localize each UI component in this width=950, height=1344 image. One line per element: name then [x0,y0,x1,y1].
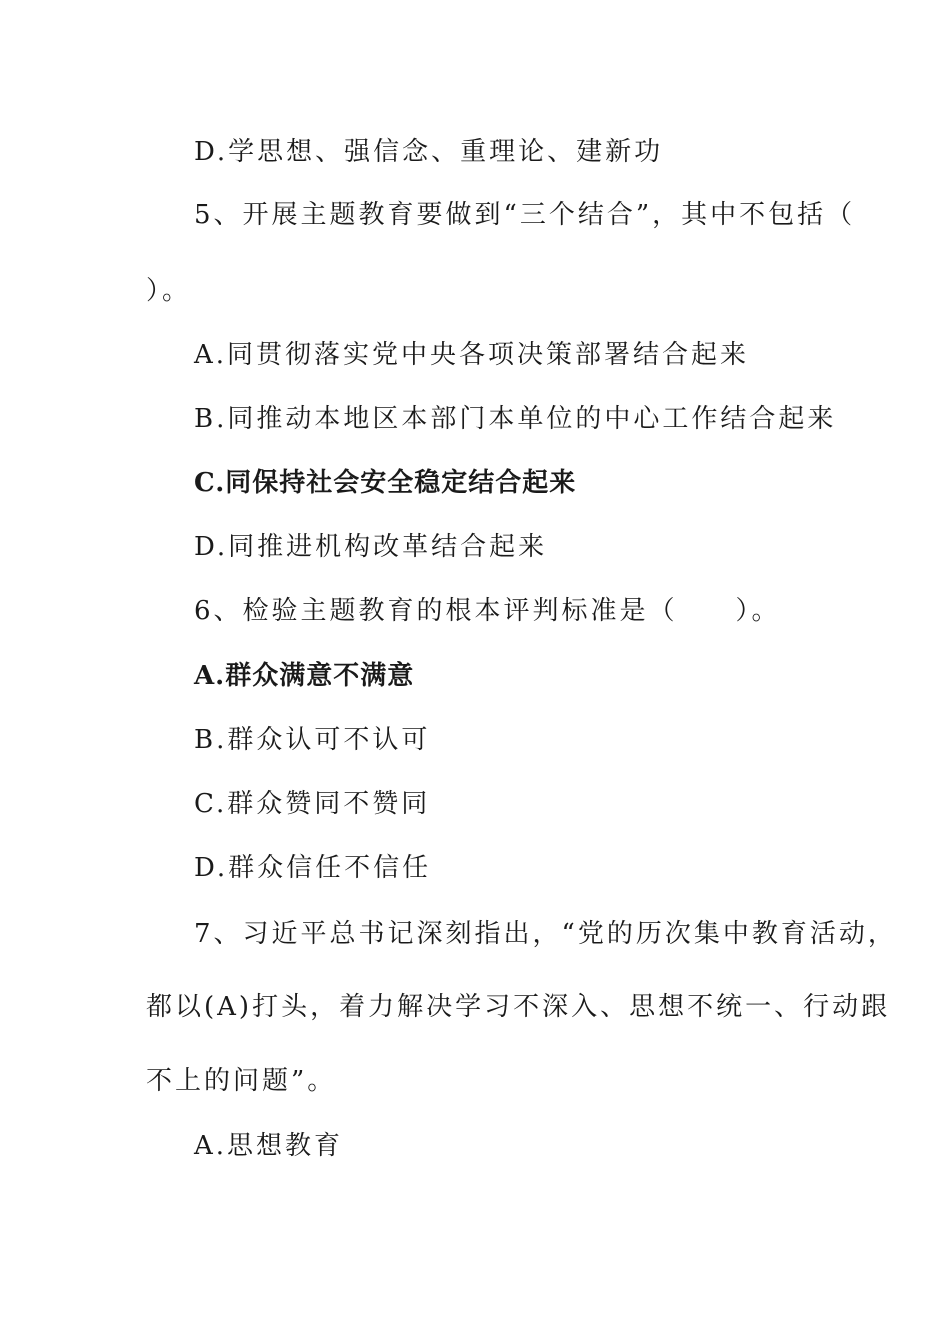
q6-option-d: D.群众信任不信任 [194,853,432,883]
q5-question-line-1: 5、开展主题教育要做到“三个结合”，其中不包括（ [194,200,856,230]
q7-option-a: A.思想教育 [194,1131,344,1161]
q6-question: 6、检验主题教育的根本评判标准是（ ）。 [194,596,781,626]
q5-option-a: A.同贯彻落实党中央各项决策部署结合起来 [194,340,750,370]
q6-option-a-answer: A.群众满意不满意 [194,661,415,691]
q7-question-line-1: 7、习近平总书记深刻指出，“党的历次集中教育活动， [194,919,897,949]
q7-question-line-2: 都以(A)打头，着力解决学习不深入、思想不统一、行动跟 [146,992,891,1022]
q6-option-b: B.群众认可不认可 [194,725,431,755]
q4-option-d: D.学思想、强信念、重理论、建新功 [194,137,664,167]
q5-question-line-2: ）。 [146,276,192,306]
q5-option-c-answer: C.同保持社会安全稳定结合起来 [194,468,577,498]
q5-option-d: D.同推进机构改革结合起来 [194,532,548,562]
q5-option-b: B.同推动本地区本部门本单位的中心工作结合起来 [194,404,837,434]
q7-question-line-3: 不上的问题”。 [146,1066,337,1096]
q6-option-c: C.群众赞同不赞同 [194,789,431,819]
